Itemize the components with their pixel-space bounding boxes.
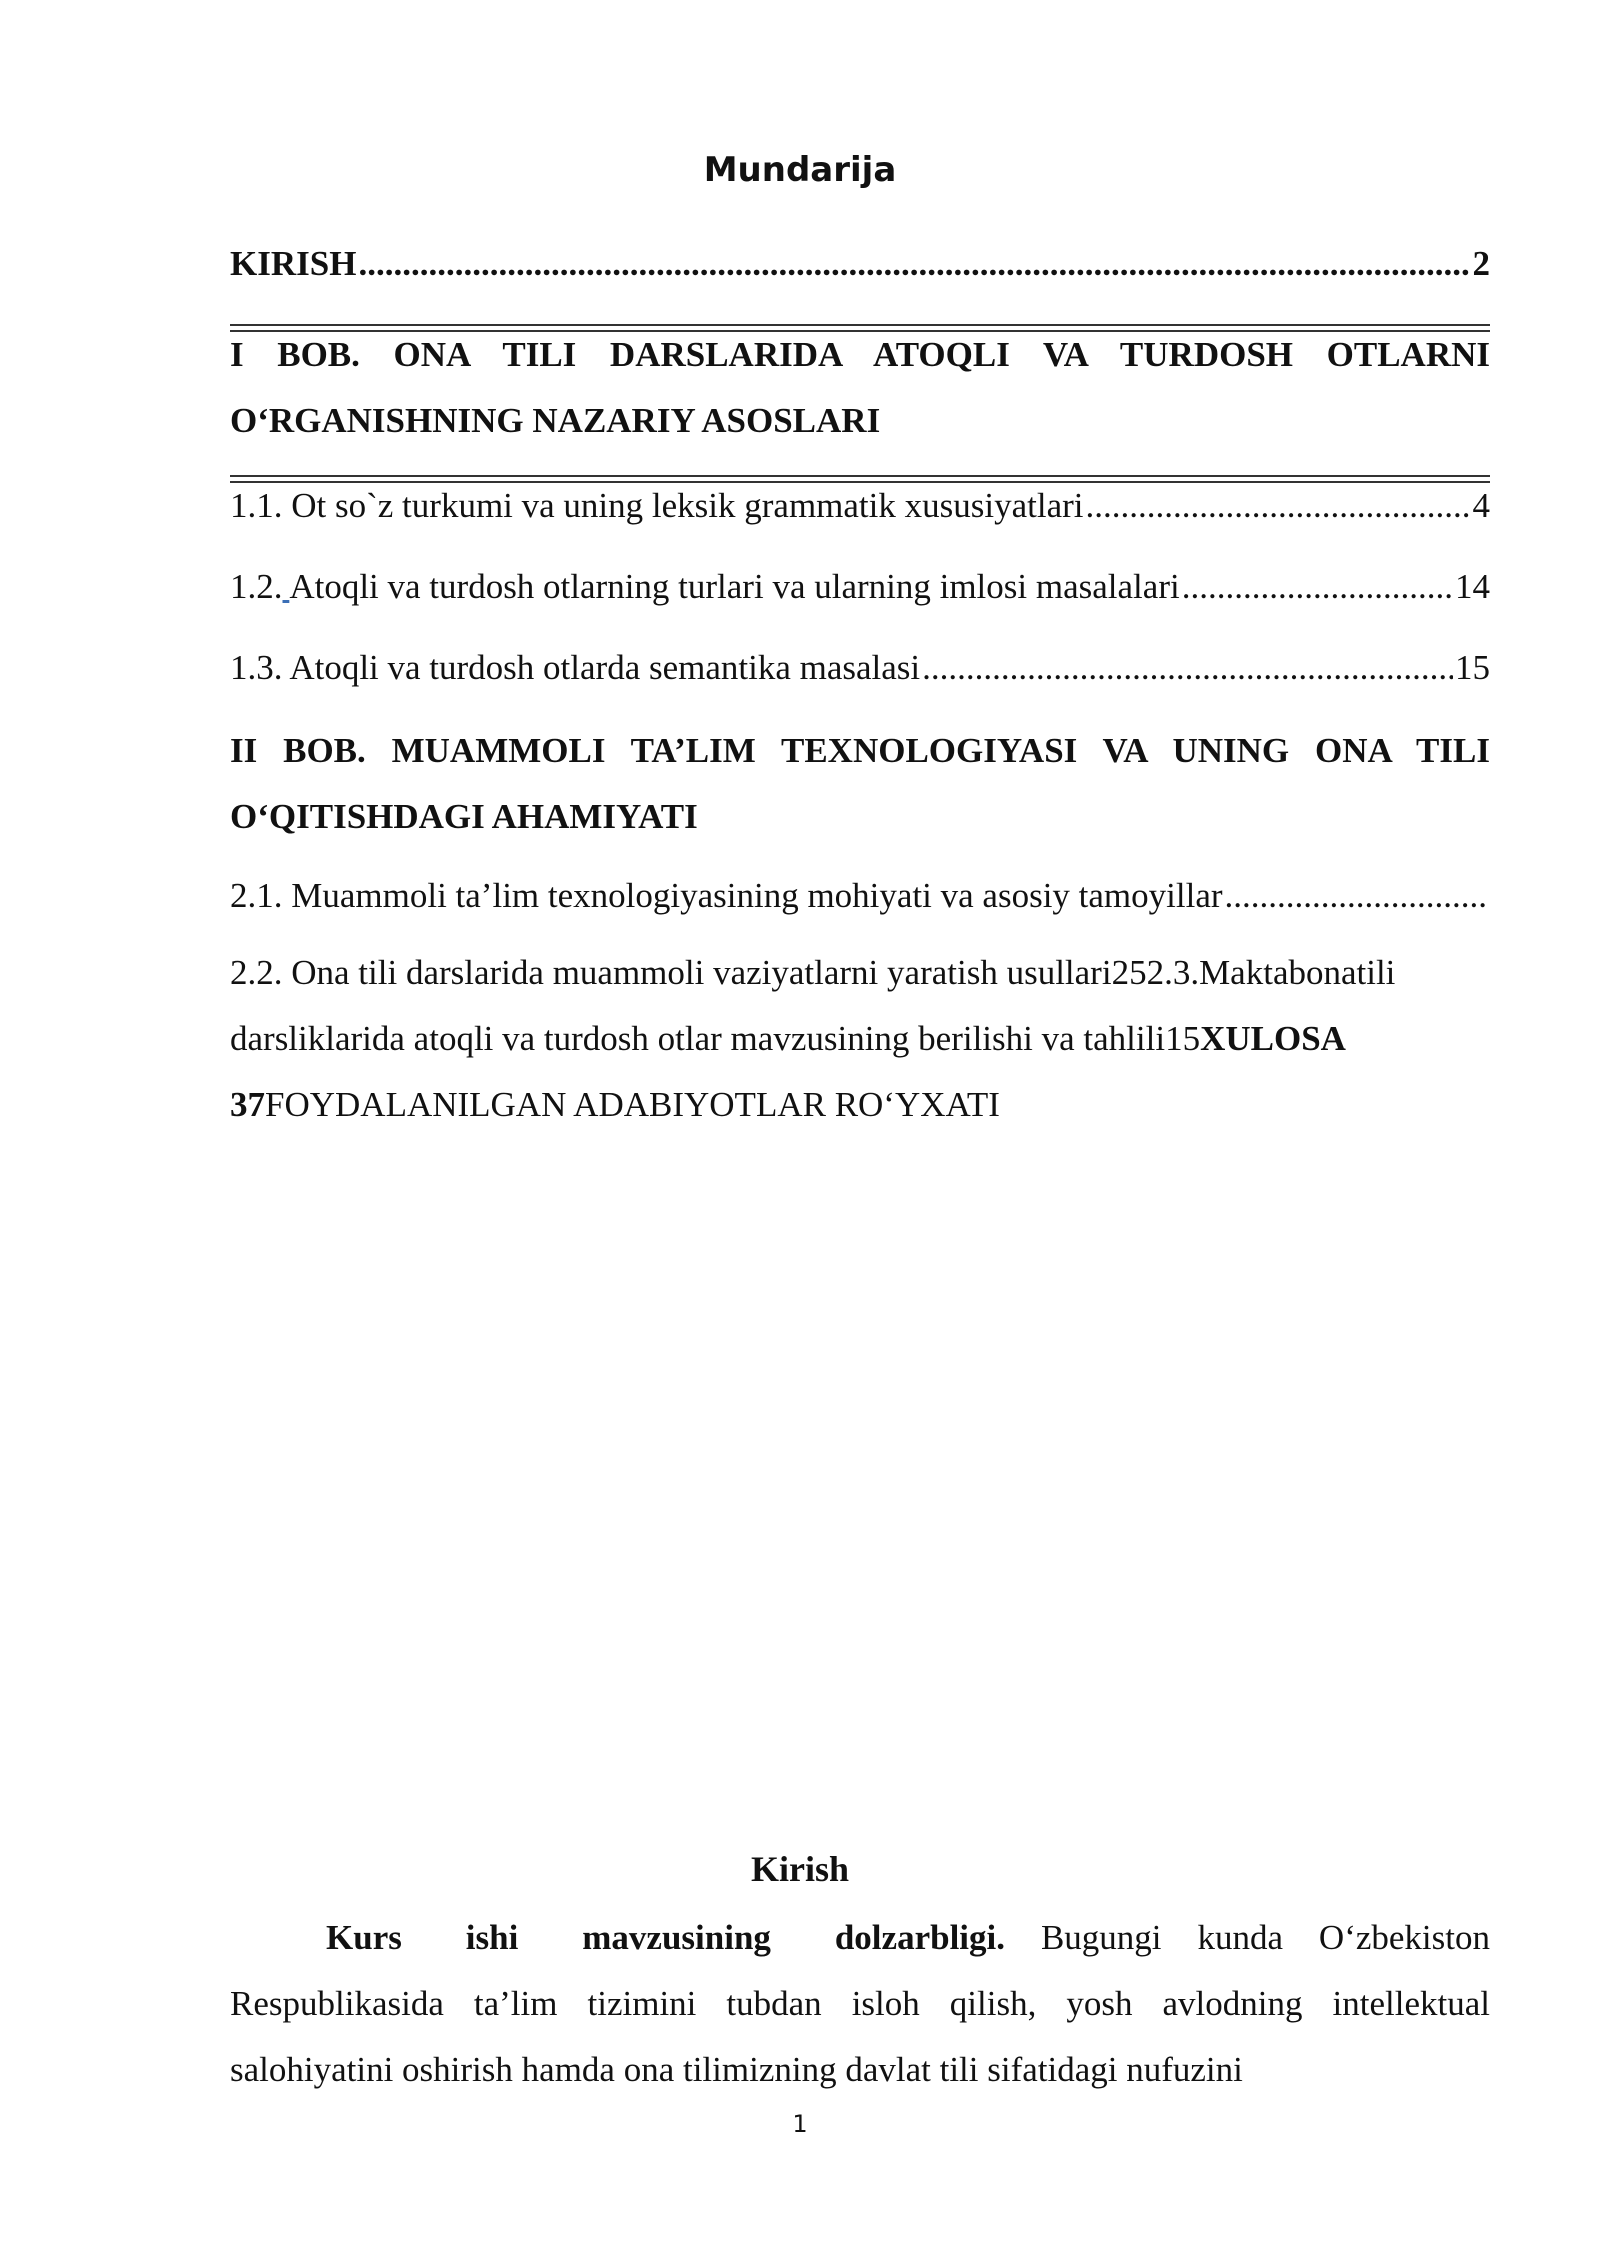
toc-page-number: 14 [1455,567,1490,606]
double-rule-divider [230,475,1490,483]
toc-entry-label [230,567,1180,607]
toc-entry-prefix: 1.2. [230,567,283,606]
toc-entry-1-1[interactable] [230,486,1490,526]
toc-leader-dots [1182,567,1453,607]
mixed-line-2 [230,1006,1490,1072]
toc-page-number: 2 [1472,244,1490,283]
toc-entry-1-2[interactable] [230,567,1490,607]
toc-title: Mundarija [703,150,897,190]
paragraph-lead: Kurs ishi mavzusining dolzarbligi. [326,1918,1005,1957]
toc-conclusion-page: 37 [230,1085,265,1124]
toc-entry-label: 1.1. Ot so`z turkumi va uning leksik grammatik xususiyatlari [230,486,1084,525]
section-paragraph [230,1905,1490,2103]
toc-entry-2-1[interactable] [230,876,1490,916]
chapter-1-line-1: I BOB. ONA TILI DARSLARIDA ATOQLI VA TURDOSH OTLARNI [230,335,1490,374]
mixed-line-1: 2.2. Ona tili darslarida muammoli vaziyatlarni yaratish usullari252.3.Maktabonatili [230,953,1396,992]
toc-entry-label: 1.3. Atoqli va turdosh otlarda semantika masalasi [230,648,921,687]
toc-entry-1-3[interactable] [230,648,1490,688]
page-number: 1 [792,2110,808,2138]
chapter-2-line-1: II BOB. MUAMMOLI TA’LIM TEXNOLOGIYASI VA UNING ONA TILI [230,731,1490,770]
toc-entry-label: KIRISH [230,244,357,283]
mixed-line-3 [230,1072,1490,1138]
chapter-1-line-2: O‘RGANISHNING NAZARIY ASOSLARI [230,401,881,440]
toc-entry-label: 2.1. Muammoli ta’lim texnologiyasining mohiyati va asosiy tamoyillar [230,876,1223,915]
toc-leader-dots [922,648,1453,688]
toc-entry-kirish[interactable] [230,244,1490,284]
toc-mixed-entries[interactable] [230,940,1490,1138]
toc-chapter-2[interactable] [230,718,1490,850]
toc-leader-dots [358,244,1470,284]
toc-page-number: 4 [1472,486,1490,525]
section-title: Kirish [750,1849,849,1889]
toc-references-label: FOYDALANILGAN ADABIYOTLAR RO‘YXATI [265,1085,1000,1124]
chapter-2-line-2: O‘QITISHDAGI AHAMIYATI [230,797,698,836]
toc-chapter-1[interactable] [230,322,1490,454]
toc-conclusion-label: XULOSA [1200,1019,1346,1058]
toc-page-number: 15 [1455,648,1490,687]
paragraph-text: Bugungi kunda O‘zbekiston Respublikasida ta’lim tizimini tubdan isloh qilish, yosh avlodning intellektual salohiyatini oshirish hamda ona tilimizning davlat tili sifatidagi nufuzini [230,1918,1490,2089]
mixed-line-2-text: darsliklarida atoqli va turdosh otlar mavzusining berilishi va tahlili15 [230,1019,1201,1058]
toc-leader-dots [1225,876,1488,916]
toc-leader-dots [1085,486,1470,526]
toc-entry-text: Atoqli va turdosh otlarning turlari va ularning imlosi masalalari [289,567,1180,606]
